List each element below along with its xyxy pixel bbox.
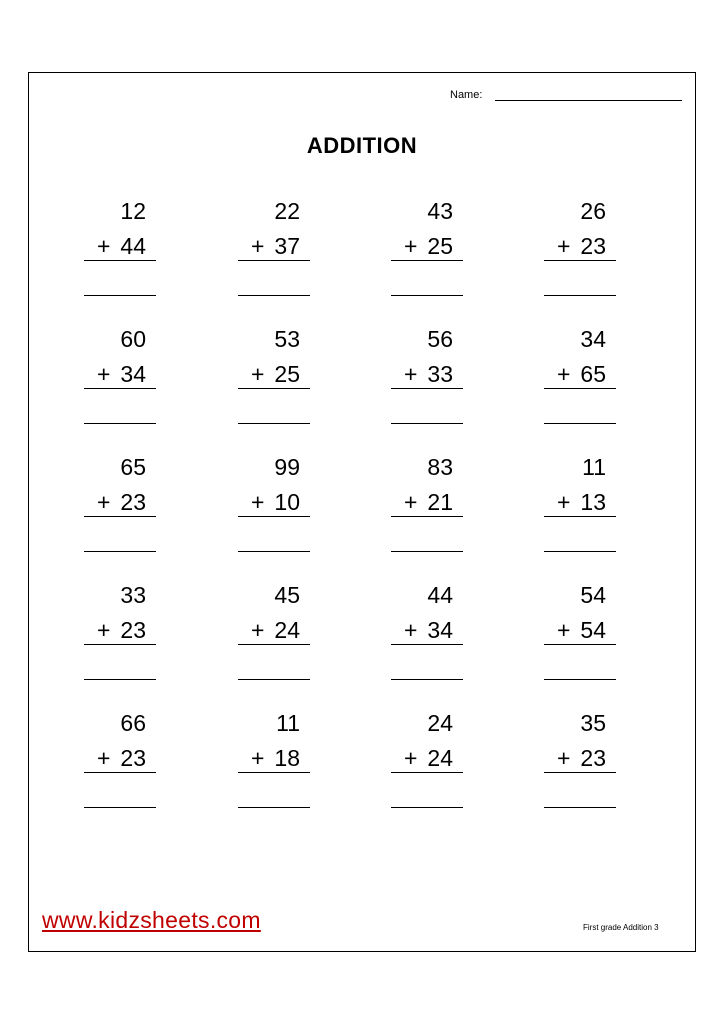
addend-row (84, 744, 156, 773)
plus-sign: + (404, 617, 418, 643)
problem-row (84, 709, 624, 837)
second-addend: 23 (120, 617, 146, 643)
plus-sign: + (251, 617, 265, 643)
addend-row (84, 488, 156, 517)
first-addend: 26 (580, 198, 606, 224)
first-addend: 34 (580, 326, 606, 352)
plus-sign: + (97, 745, 111, 771)
addition-problem (544, 325, 616, 435)
plus-sign: + (557, 489, 571, 515)
first-addend: 44 (427, 582, 453, 608)
addend-row (544, 232, 616, 261)
plus-sign: + (404, 745, 418, 771)
problem-row (84, 325, 624, 453)
addition-problem (238, 709, 310, 819)
first-addend: 22 (274, 198, 300, 224)
plus-sign: + (97, 233, 111, 259)
answer-line[interactable] (84, 679, 156, 680)
addition-problem (544, 709, 616, 819)
second-addend: 13 (580, 489, 606, 515)
answer-line[interactable] (391, 551, 463, 552)
second-addend: 10 (274, 489, 300, 515)
problem-row (84, 581, 624, 709)
answer-line[interactable] (544, 679, 616, 680)
first-addend: 12 (120, 198, 146, 224)
first-addend: 43 (427, 198, 453, 224)
second-addend: 23 (580, 745, 606, 771)
second-addend: 34 (427, 617, 453, 643)
plus-sign: + (557, 233, 571, 259)
answer-line[interactable] (238, 551, 310, 552)
addition-problem (238, 325, 310, 435)
addition-problem (84, 453, 156, 563)
addend-row (544, 360, 616, 389)
plus-sign: + (251, 233, 265, 259)
plus-sign: + (557, 617, 571, 643)
addition-problem (391, 709, 463, 819)
answer-line[interactable] (238, 423, 310, 424)
sheet-label: First grade Addition 3 (583, 923, 659, 932)
plus-sign: + (251, 489, 265, 515)
second-addend: 21 (427, 489, 453, 515)
answer-line[interactable] (84, 423, 156, 424)
addend-row (544, 744, 616, 773)
answer-line[interactable] (84, 807, 156, 808)
first-addend: 54 (580, 582, 606, 608)
addend-row (391, 488, 463, 517)
addend-row (238, 360, 310, 389)
first-addend: 99 (274, 454, 300, 480)
second-addend: 54 (580, 617, 606, 643)
answer-line[interactable] (544, 551, 616, 552)
addend-row (391, 232, 463, 261)
addition-problem (391, 197, 463, 307)
answer-line[interactable] (391, 679, 463, 680)
addition-problem (391, 581, 463, 691)
addition-problem (544, 197, 616, 307)
name-field-line[interactable] (495, 100, 682, 101)
addition-problem (84, 709, 156, 819)
addition-problem (238, 197, 310, 307)
plus-sign: + (97, 361, 111, 387)
plus-sign: + (404, 489, 418, 515)
second-addend: 23 (120, 489, 146, 515)
first-addend: 53 (274, 326, 300, 352)
first-addend: 83 (427, 454, 453, 480)
first-addend: 65 (120, 454, 146, 480)
first-addend: 56 (427, 326, 453, 352)
answer-line[interactable] (238, 679, 310, 680)
answer-line[interactable] (544, 807, 616, 808)
worksheet-title: ADDITION (306, 133, 418, 158)
second-addend: 24 (274, 617, 300, 643)
first-addend: 33 (120, 582, 146, 608)
first-addend: 24 (427, 710, 453, 736)
name-label: Name: (450, 89, 483, 101)
addend-row (391, 744, 463, 773)
addition-problem (84, 197, 156, 307)
answer-line[interactable] (238, 295, 310, 296)
second-addend: 37 (274, 233, 300, 259)
addend-row (391, 360, 463, 389)
addition-problem (84, 581, 156, 691)
addition-problem (391, 325, 463, 435)
problem-grid (84, 197, 624, 837)
addend-row (84, 616, 156, 645)
website-link[interactable]: www.kidzsheets.com (42, 907, 261, 933)
second-addend: 25 (274, 361, 300, 387)
addend-row (238, 488, 310, 517)
answer-line[interactable] (238, 807, 310, 808)
addend-row (544, 488, 616, 517)
answer-line[interactable] (391, 295, 463, 296)
addition-problem (238, 453, 310, 563)
addition-problem (238, 581, 310, 691)
addend-row (391, 616, 463, 645)
second-addend: 34 (120, 361, 146, 387)
first-addend: 60 (120, 326, 146, 352)
answer-line[interactable] (391, 807, 463, 808)
second-addend: 65 (580, 361, 606, 387)
second-addend: 25 (427, 233, 453, 259)
addend-row (238, 616, 310, 645)
plus-sign: + (557, 361, 571, 387)
addend-row (238, 232, 310, 261)
plus-sign: + (251, 745, 265, 771)
answer-line[interactable] (544, 295, 616, 296)
first-addend: 45 (274, 582, 300, 608)
addend-row (544, 616, 616, 645)
plus-sign: + (97, 489, 111, 515)
second-addend: 23 (580, 233, 606, 259)
addition-problem (391, 453, 463, 563)
first-addend: 11 (582, 454, 606, 480)
first-addend: 11 (276, 710, 300, 736)
answer-line[interactable] (84, 551, 156, 552)
second-addend: 24 (427, 745, 453, 771)
plus-sign: + (404, 361, 418, 387)
answer-line[interactable] (544, 423, 616, 424)
answer-line[interactable] (391, 423, 463, 424)
problem-row (84, 453, 624, 581)
first-addend: 66 (120, 710, 146, 736)
second-addend: 23 (120, 745, 146, 771)
plus-sign: + (97, 617, 111, 643)
plus-sign: + (404, 233, 418, 259)
answer-line[interactable] (84, 295, 156, 296)
second-addend: 44 (120, 233, 146, 259)
addition-problem (544, 453, 616, 563)
second-addend: 33 (427, 361, 453, 387)
first-addend: 35 (580, 710, 606, 736)
problem-row (84, 197, 624, 325)
addend-row (84, 360, 156, 389)
plus-sign: + (251, 361, 265, 387)
second-addend: 18 (274, 745, 300, 771)
addend-row (238, 744, 310, 773)
plus-sign: + (557, 745, 571, 771)
addition-problem (84, 325, 156, 435)
addend-row (84, 232, 156, 261)
addition-problem (544, 581, 616, 691)
